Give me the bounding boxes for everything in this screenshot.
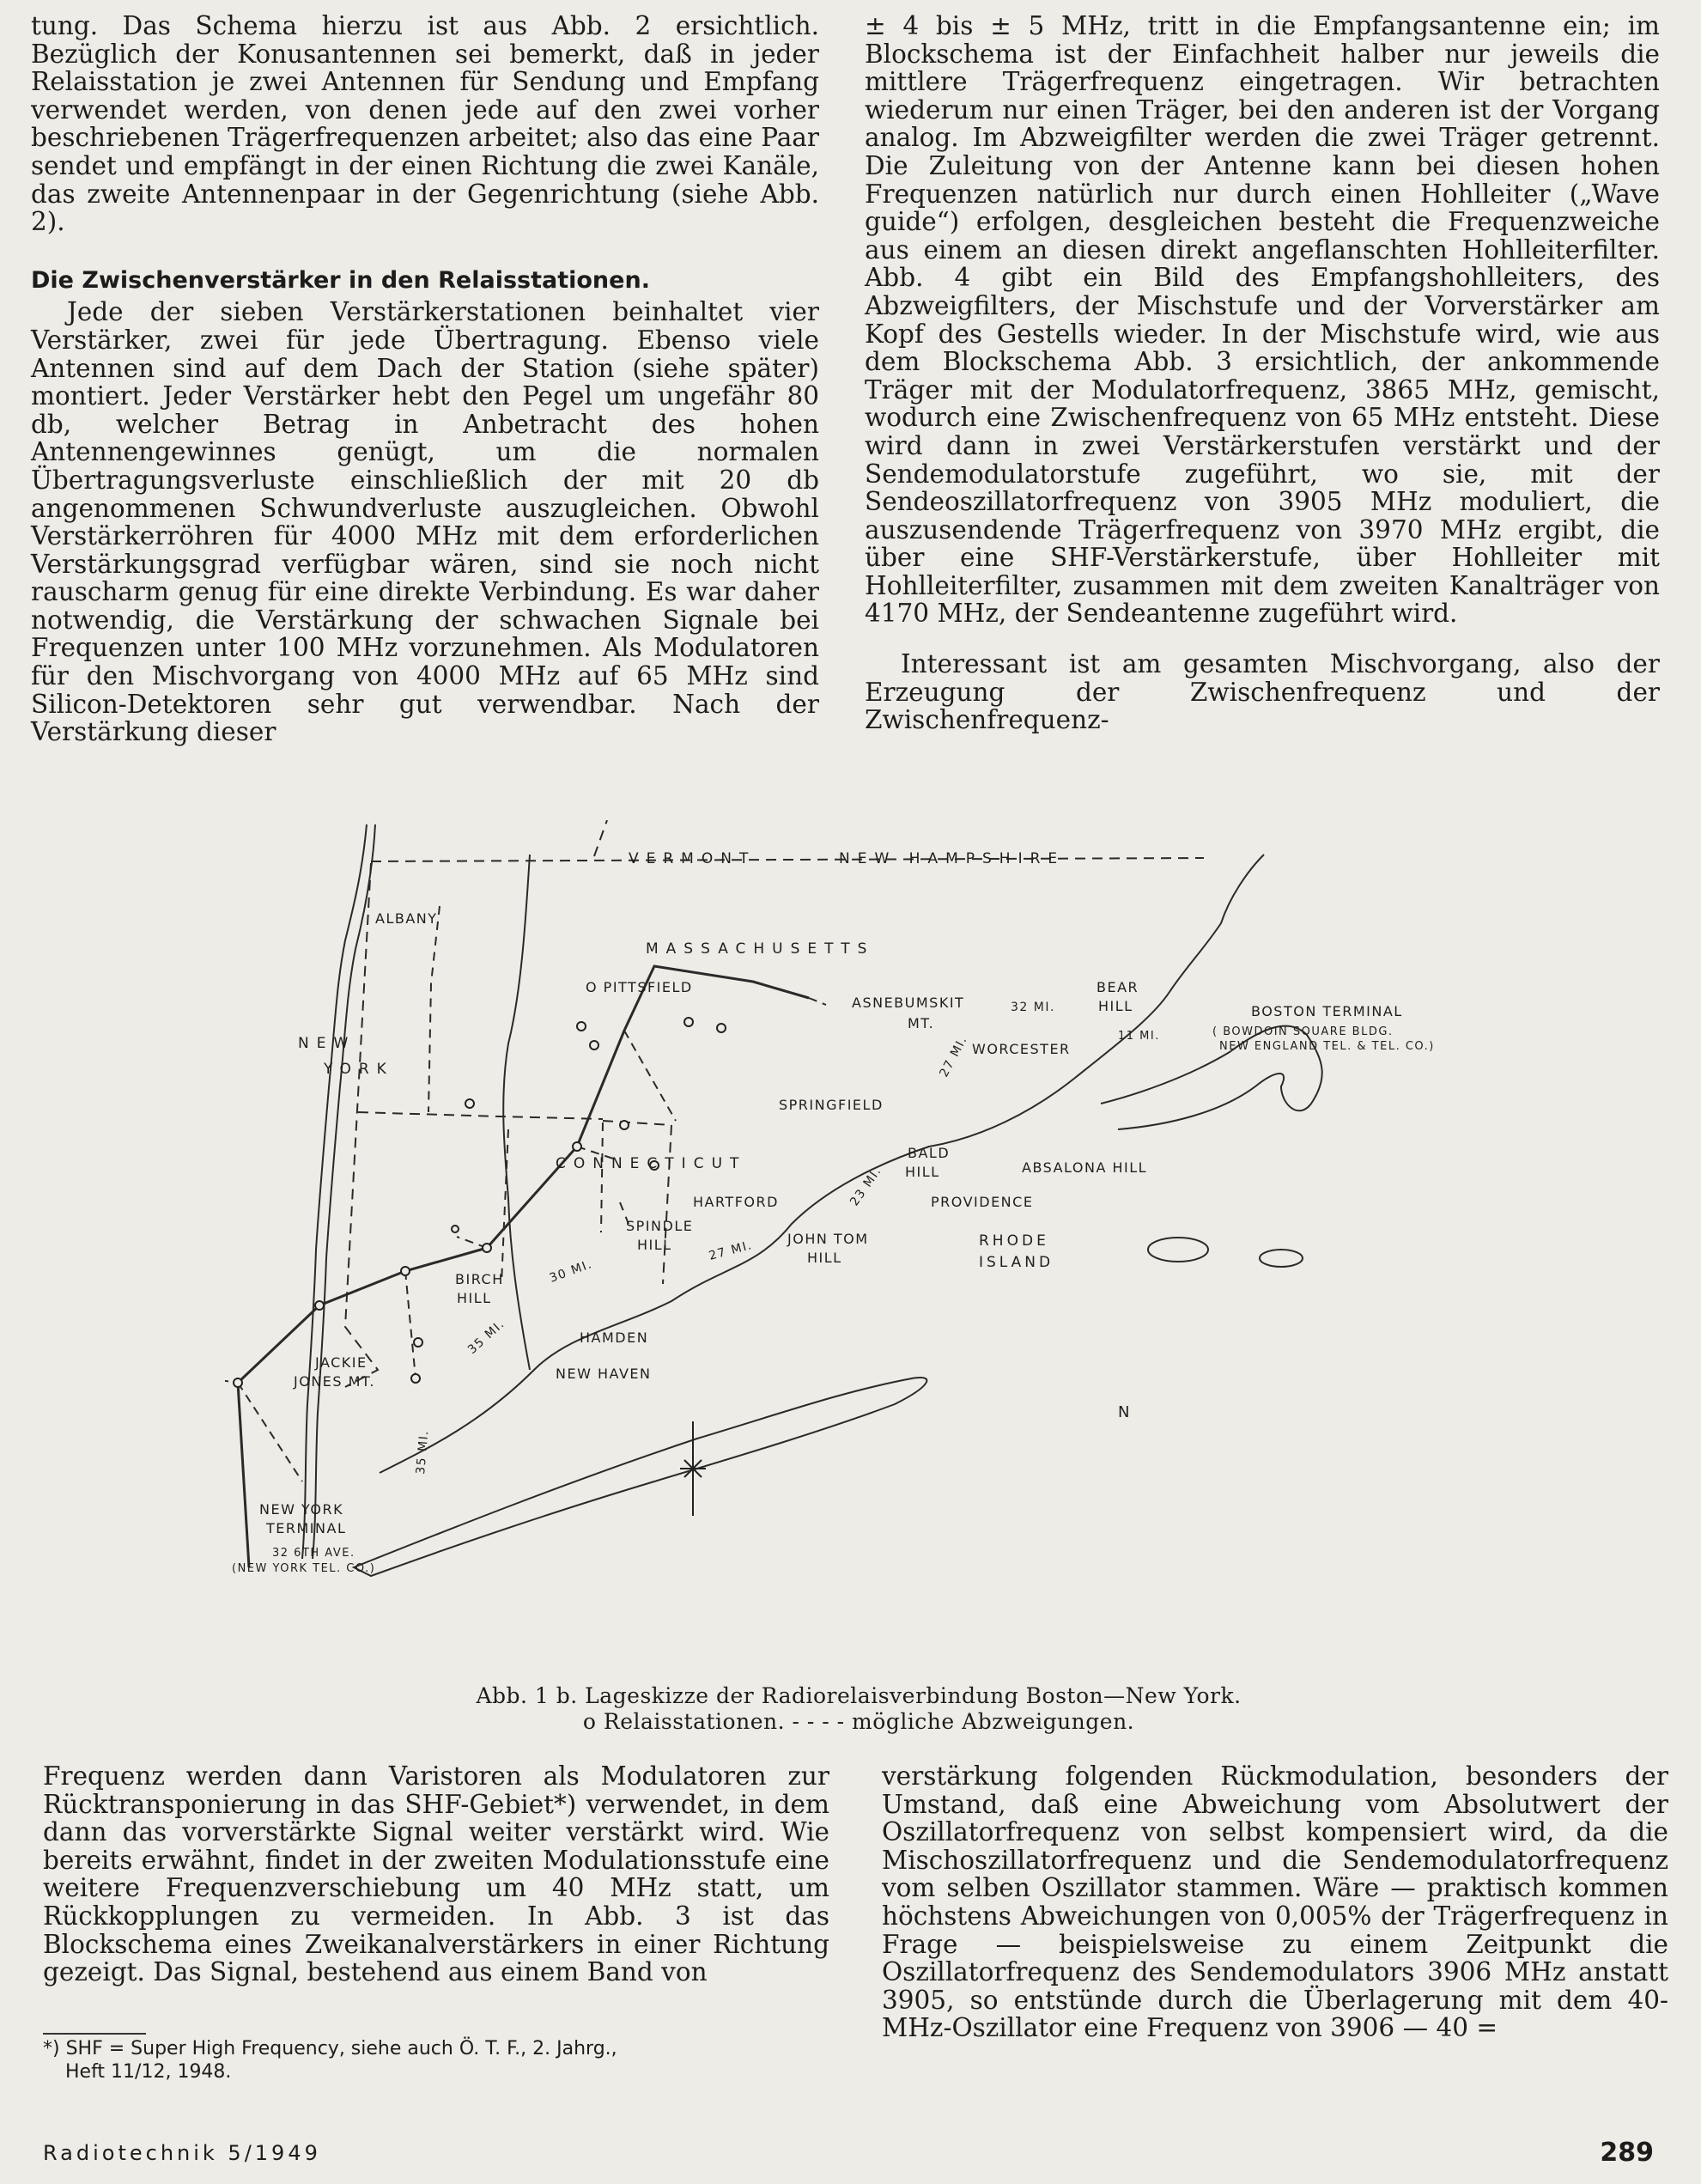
- map-labels: [225, 820, 1470, 1679]
- station-label-spindle: SPINDLE: [626, 1218, 694, 1234]
- paragraph: Jede der sieben Verstärkerstationen beinhaltet vier Verstärker, zwei für jede Übertragung. Ebenso viele Antennen sind auf dem Dach der Station (siehe später) montiert. Jeder Verstärker hebt den Pegel um ungefähr 80 db, welcher Betrag in Anbetracht des hohen Antennengewinnes genügt, um die normalen Übertragungsverluste einschließlich der mit 20 db angenommenen Schwundverluste auszugleichen. Obwohl Verstärkerröhren für 4000 MHz mit dem erforderlichen Verstärkungsgrad verfügbar wären, sind sie noch nicht rauscharm genug für eine direkte Verbindung. Es war daher notwendig, die Verstärkung der schwachen Signale bei Frequenzen unter 100 MHz vorzunehmen. Als Modulatoren für den Mischvorgang von 4000 MHz auf 65 MHz sind Silicon-Detektoren sehr gut verwendbar. Nach der Verstärkung dieser: [31, 297, 819, 747]
- boston-terminal-address: ( BOWDOIN SQUARE BLDG.: [1212, 1025, 1394, 1038]
- place-label-springfield: SPRINGFIELD: [779, 1097, 884, 1113]
- place-label-worcester: WORCESTER: [972, 1041, 1071, 1057]
- footnote-line: *) SHF = Super High Frequency, siehe auch Ö. T. F., 2. Jahrg.,: [43, 2038, 617, 2059]
- station-label-bald-hill: HILL: [905, 1164, 940, 1180]
- state-label-new-hampshire: NEW HAMPSHIRE: [839, 850, 1066, 867]
- boston-terminal-title: BOSTON TERMINAL: [1251, 1003, 1403, 1019]
- place-label-hartford: HARTFORD: [693, 1194, 779, 1210]
- station-label-bald: BALD: [908, 1145, 951, 1161]
- place-label-new-haven: NEW HAVEN: [556, 1366, 652, 1382]
- footnote-rule: [43, 2033, 146, 2035]
- caption-line: o Relaisstationen. - - - - mögliche Abzweigungen.: [582, 1709, 1135, 1734]
- station-label-asnebumskit-mt: MT.: [908, 1015, 935, 1031]
- footnote: [43, 2037, 829, 2084]
- state-label-new: NEW: [298, 1035, 356, 1052]
- place-label-providence: PROVIDENCE: [931, 1194, 1034, 1210]
- station-label-birch: BIRCH: [455, 1271, 504, 1287]
- relay-route-map: [225, 820, 1470, 1679]
- ny-terminal-address: 32 6TH AVE.: [272, 1547, 355, 1560]
- ny-terminal-address: (NEW YORK TEL. CO.): [232, 1562, 376, 1575]
- distance-label: 23 MI.: [847, 1164, 885, 1209]
- paragraph: Interessant ist am gesamten Mischvorgang, also der Erzeugung der Zwischenfrequenz und der Zwischenfrequenz-: [865, 649, 1660, 735]
- caption-line: Abb. 1 b. Lageskizze der Radiorelaisverbindung Boston—New York.: [476, 1683, 1242, 1708]
- top-right-column: [865, 12, 1660, 734]
- station-label-asnebumskit: ASNEBUMSKIT: [852, 995, 965, 1011]
- distance-label: 35 MI.: [465, 1317, 508, 1357]
- state-label-massachusetts: MASSACHUSETTS: [646, 940, 875, 958]
- place-label-albany: ALBANY: [375, 910, 438, 927]
- state-label-connecticut: CONNECTICUT: [556, 1155, 747, 1172]
- ny-terminal-title: TERMINAL: [266, 1520, 347, 1536]
- ny-terminal-title: NEW YORK: [259, 1501, 344, 1518]
- boston-terminal-address: NEW ENGLAND TEL. & TEL. CO.): [1219, 1040, 1435, 1053]
- paragraph: ± 4 bis ± 5 MHz, tritt in die Empfangsantenne ein; im Blockschema ist der Einfachheit halber nur jeweils die mittlere Trägerfrequenz eingetragen. Wir betrachten wiederum nur einen Träger, bei den anderen ist der Vorgang analog. Im Abzweigfilter werden die zwei Träger getrennt. Die Zuleitung von der Antenne kann bei diesen hohen Frequenzen natürlich nur durch einen Hohlleiter („Wave guide“) erfolgen, desgleichen besteht die Frequenzweiche aus einem an diesen direkt angeflanschten Hohlleiterfilter. Abb. 4 gibt ein Bild des Empfangshohlleiters, des Abzweigfilters, der Mischstufe und der Vorverstärker am Kopf des Gestells wieder. In der Mischstufe wird, wie aus dem Blockschema Abb. 3 ersichtlich, der ankommende Träger mit der Modulatorfrequenz, 3865 MHz, gemischt, wodurch eine Zwischenfrequenz von 65 MHz entsteht. Diese wird dann in zwei Verstärkerstufen verstärkt und der Sendemodulatorstufe zugeführt, wo sie, mit der Sendeoszillatorfrequenz von 3905 MHz moduliert, die auszusendende Trägerfrequenz von 3970 MHz ergibt, die über eine SHF-Verstärkerstufe, über Hohlleiter mit Hohlleiterfilter, zusammen mit dem zweiten Kanalträger von 4170 MHz, der Sendeantenne zugeführt wird.: [865, 11, 1660, 629]
- state-label-rhode: RHODE: [979, 1232, 1049, 1250]
- distance-label: 27 MI.: [937, 1033, 970, 1080]
- station-label-bear: BEAR: [1097, 979, 1139, 995]
- distance-label: 11 MI.: [1118, 1030, 1160, 1043]
- bottom-right-column: [882, 1762, 1668, 2042]
- station-label-bear-hill: HILL: [1098, 998, 1133, 1014]
- state-label-vermont: VERMONT: [629, 850, 756, 867]
- station-label-absalona: ABSALONA HILL: [1022, 1159, 1148, 1176]
- paragraph: tung. Das Schema hierzu ist aus Abb. 2 ersichtlich. Bezüglich der Konusantennen sei bemerkt, daß in jeder Relaisstation je zwei Antennen für Sendung und Empfang verwendet werden, von denen jede auf den zwei vorher beschriebenen Trägerfrequenzen arbeitet; also das eine Paar sendet und empfängt in der einen Richtung die zwei Kanäle, das zweite Antennenpaar in der Gegenrichtung (siehe Abb. 2).: [31, 11, 819, 237]
- distance-label: 35 MI.: [414, 1429, 432, 1475]
- distance-label: 30 MI.: [547, 1256, 595, 1286]
- station-label-jackie: JACKIE: [315, 1354, 368, 1371]
- top-left-column: [31, 12, 819, 746]
- place-label-pittsfield: O PITTSFIELD: [586, 979, 693, 995]
- section-heading: Die Zwischenverstärker in den Relaisstationen.: [31, 266, 650, 294]
- paragraph: Frequenz werden dann Varistoren als Modulatoren zur Rücktransponierung in das SHF-Gebiet*) verwendet, in dem dann das vorverstärkte Signal weiter verstärkt wird. Wie bereits erwähnt, findet in der zweiten Modulationsstufe eine weitere Frequenzverschiebung um 40 MHz statt, um Rückkopplungen zu vermeiden. In Abb. 3 ist das Blockschema eines Zweikanalverstärkers in einer Richtung gezeigt. Das Signal, bestehend aus einem Band von: [43, 1761, 829, 1987]
- paragraph: verstärkung folgenden Rückmodulation, besonders der Umstand, daß eine Abweichung vom Absolutwert der Oszillatorfrequenz von selbst kompensiert wird, da die Mischoszillatorfrequenz und die Sendemodulatorfrequenz vom selben Oszillator stammen. Wäre — praktisch kommen höchstens Abweichungen von 0,005% der Trägerfrequenz in Frage — beispielsweise zu einem Zeitpunkt die Oszillatorfrequenz des Sendemodulators 3906 MHz anstatt 3905, so entstünde durch die Überlagerung mit dem 40-MHz-Oszillator eine Frequenz von 3906 — 40 =: [882, 1761, 1668, 2043]
- distance-label: 27 MI.: [707, 1238, 755, 1263]
- station-label-john-tom: JOHN TOM: [787, 1231, 869, 1247]
- journal-footer: Radiotechnik 5/1949: [43, 2141, 321, 2165]
- station-label-birch-hill: HILL: [457, 1290, 492, 1306]
- distance-label: 32 MI.: [1011, 1001, 1055, 1014]
- station-label-jackie-jones: JONES MT.: [294, 1373, 375, 1390]
- footnote-line: Heft 11/12, 1948.: [65, 2061, 232, 2083]
- bottom-left-column: [43, 1762, 829, 1986]
- state-label-island: ISLAND: [979, 1254, 1054, 1271]
- compass-north-label: N: [1118, 1403, 1131, 1421]
- state-label-york: YORK: [324, 1061, 394, 1078]
- station-label-spindle-hill: HILL: [637, 1237, 672, 1253]
- place-label-hamden: HAMDEN: [580, 1329, 649, 1346]
- page-number: 289: [1600, 2138, 1654, 2168]
- station-label-john-tom-hill: HILL: [807, 1250, 842, 1266]
- figure-caption: [412, 1683, 1305, 1735]
